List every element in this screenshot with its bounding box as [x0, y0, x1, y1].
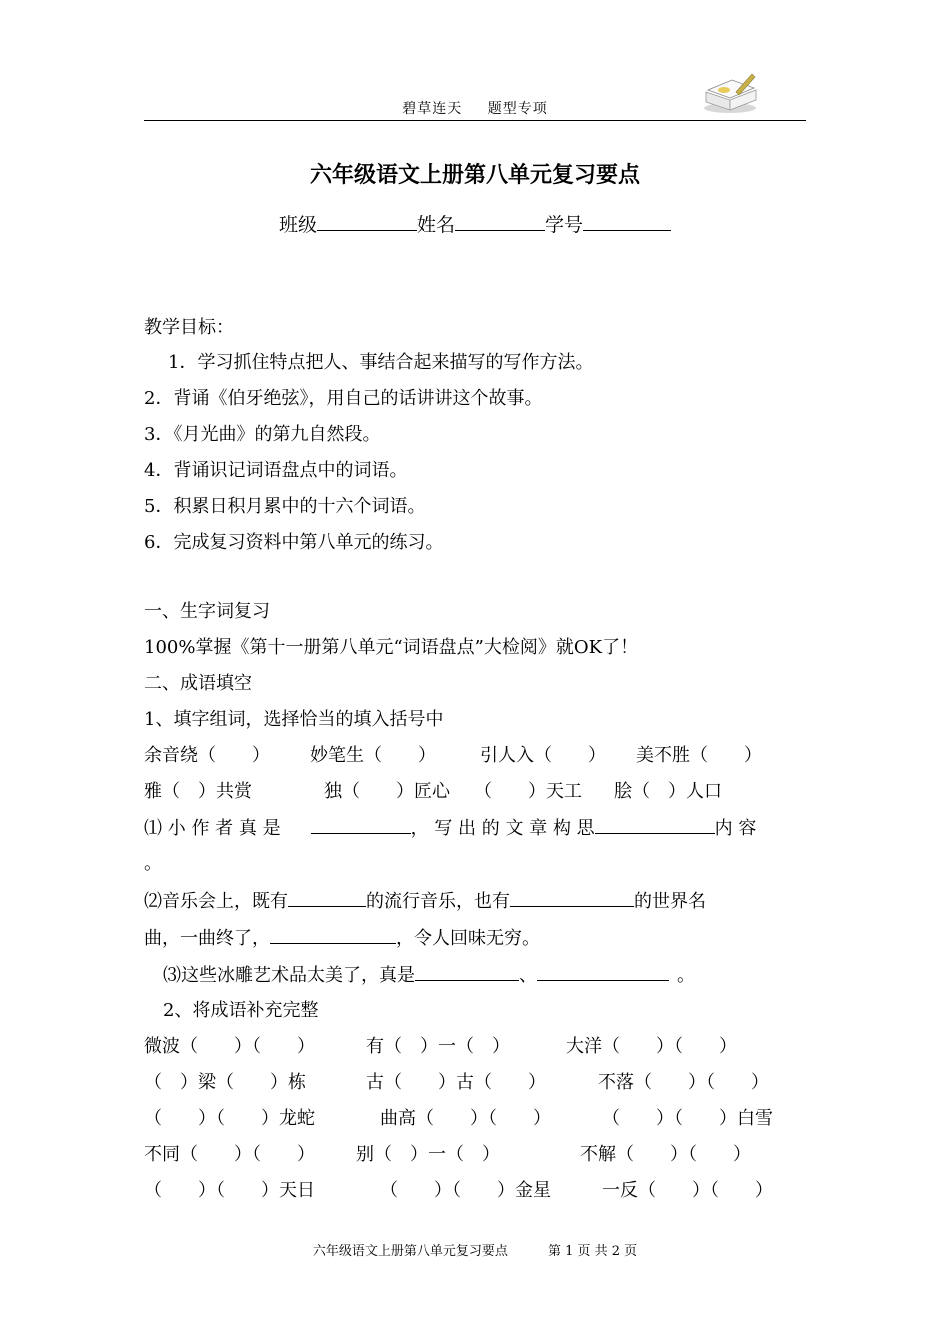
class-label: 班级: [278, 214, 317, 236]
header-right: 题型专项: [487, 101, 548, 117]
q1-text-a: ⑴ 小 作 者 真 是: [144, 818, 281, 839]
fill-row-1: [144, 741, 762, 767]
page-number: 第 1 页 共 2 页: [547, 1244, 638, 1259]
idiom-item: （ ）（ ）龙蛇: [144, 1108, 315, 1129]
number-field[interactable]: [583, 210, 671, 231]
idiom-row-5: [144, 1176, 773, 1202]
idiom-item: 不同（ ）（ ）: [144, 1144, 315, 1165]
fill-item: 脍（ ）人口: [614, 781, 722, 802]
part1-instruction: 1、填字组词，选择恰当的填入括号中: [144, 709, 444, 730]
idiom-item: （ ）（ ）天日: [144, 1180, 315, 1201]
idiom-item: （ ）梁（ ）栋: [144, 1072, 306, 1093]
page-header: [0, 98, 950, 118]
q1-text-c: 内 容: [714, 818, 757, 839]
idiom-item: 有（ ）一（ ）: [366, 1036, 510, 1057]
goal-item-5: 5．积累日积月累中的十六个词语。: [144, 496, 426, 517]
q1-text-b: ， 写 出 的 文 章 构 思: [410, 818, 595, 839]
idiom-item: 微波（ ）（ ）: [144, 1036, 315, 1057]
page-footer: [0, 1240, 950, 1259]
q2-blank-3[interactable]: [270, 923, 396, 944]
name-label: 姓名: [416, 214, 455, 236]
goal-item-4: 4．背诵识记词语盘点中的词语。: [144, 460, 408, 481]
idiom-item: 曲高（ ）（ ）: [380, 1108, 551, 1129]
q2-blank-1[interactable]: [288, 886, 366, 907]
idiom-item: （ ）（ ）金星: [380, 1180, 551, 1201]
q3-text-a: ⑶这些冰雕艺术品太美了，真是: [163, 965, 415, 986]
q3-text-b: 、: [519, 965, 537, 986]
goal-item-3: 3．《月光曲》的第九自然段。: [144, 424, 381, 445]
idiom-item: 不解（ ）（ ）: [580, 1144, 751, 1165]
section2-heading: 二、成语填空: [144, 673, 252, 694]
q2-text-a: ⑵音乐会上，既有: [144, 891, 288, 912]
page-title: 六年级语文上册第八单元复习要点: [309, 162, 640, 188]
fill-item: 引人入（ ）: [480, 745, 606, 766]
fill-item: 美不胜（ ）: [636, 745, 762, 766]
footer-title: 六年级语文上册第八单元复习要点: [312, 1244, 508, 1259]
name-field[interactable]: [455, 210, 545, 231]
question-3: [163, 960, 695, 987]
q1-end: 。: [144, 853, 162, 874]
book-icon: [700, 70, 762, 116]
q2-text-c: 的世界名: [634, 891, 706, 912]
idiom-item: 一反（ ）（ ）: [602, 1180, 773, 1201]
fill-item: 雅（ ）共赏: [144, 781, 252, 802]
question-2-cont: [144, 923, 540, 950]
part2-instruction: 2、将成语补充完整: [163, 1000, 319, 1021]
student-info-line: [0, 210, 950, 237]
idiom-item: （ ）（ ）白雪: [602, 1108, 773, 1129]
class-field[interactable]: [317, 210, 417, 231]
header-rule: [144, 120, 806, 121]
idiom-row-2: [144, 1068, 769, 1094]
idiom-row-1: [144, 1032, 737, 1058]
header-left: 碧草连天: [402, 101, 463, 117]
idiom-row-4: [144, 1140, 751, 1166]
q2-text-e: ，令人回味无穷。: [396, 928, 540, 949]
goal-item-1: 1．学习抓住特点把人、事结合起来描写的写作方法。: [168, 352, 594, 373]
q2-blank-2[interactable]: [510, 886, 634, 907]
q2-text-d: 曲，一曲终了，: [144, 928, 270, 949]
q3-blank-2[interactable]: [537, 960, 669, 981]
fill-item: （ ）天工: [474, 781, 582, 802]
idiom-item: 别（ ）一（ ）: [356, 1144, 500, 1165]
q1-blank-2[interactable]: [595, 813, 715, 834]
section1-heading: 一、生字词复习: [144, 601, 270, 622]
goal-item-2: 2．背诵《伯牙绝弦》，用自己的话讲讲这个故事。: [144, 388, 543, 409]
q3-blank-1[interactable]: [415, 960, 519, 981]
idiom-item: 古（ ）古（ ）: [366, 1072, 546, 1093]
idiom-row-3: [144, 1104, 773, 1130]
question-2: [144, 886, 706, 913]
q3-text-c: 。: [677, 965, 695, 986]
question-1: [144, 813, 756, 840]
goals-heading: 教学目标：: [144, 317, 234, 338]
fill-item: 独（ ）匠心: [324, 781, 450, 802]
idiom-item: 大洋（ ）（ ）: [566, 1036, 737, 1057]
fill-item: 妙笔生（ ）: [310, 745, 436, 766]
q2-text-b: 的流行音乐，也有: [366, 891, 510, 912]
fill-row-2: [144, 777, 722, 803]
goal-item-6: 6．完成复习资料中第八单元的练习。: [144, 532, 444, 553]
fill-item: 余音绕（ ）: [144, 745, 270, 766]
idiom-item: 不落（ ）（ ）: [598, 1072, 769, 1093]
section1-text: 100%掌握《第十一册第八单元“词语盘点”大检阅》就OK了！: [144, 637, 639, 658]
q1-blank-1[interactable]: [311, 813, 411, 834]
number-label: 学号: [545, 214, 584, 236]
